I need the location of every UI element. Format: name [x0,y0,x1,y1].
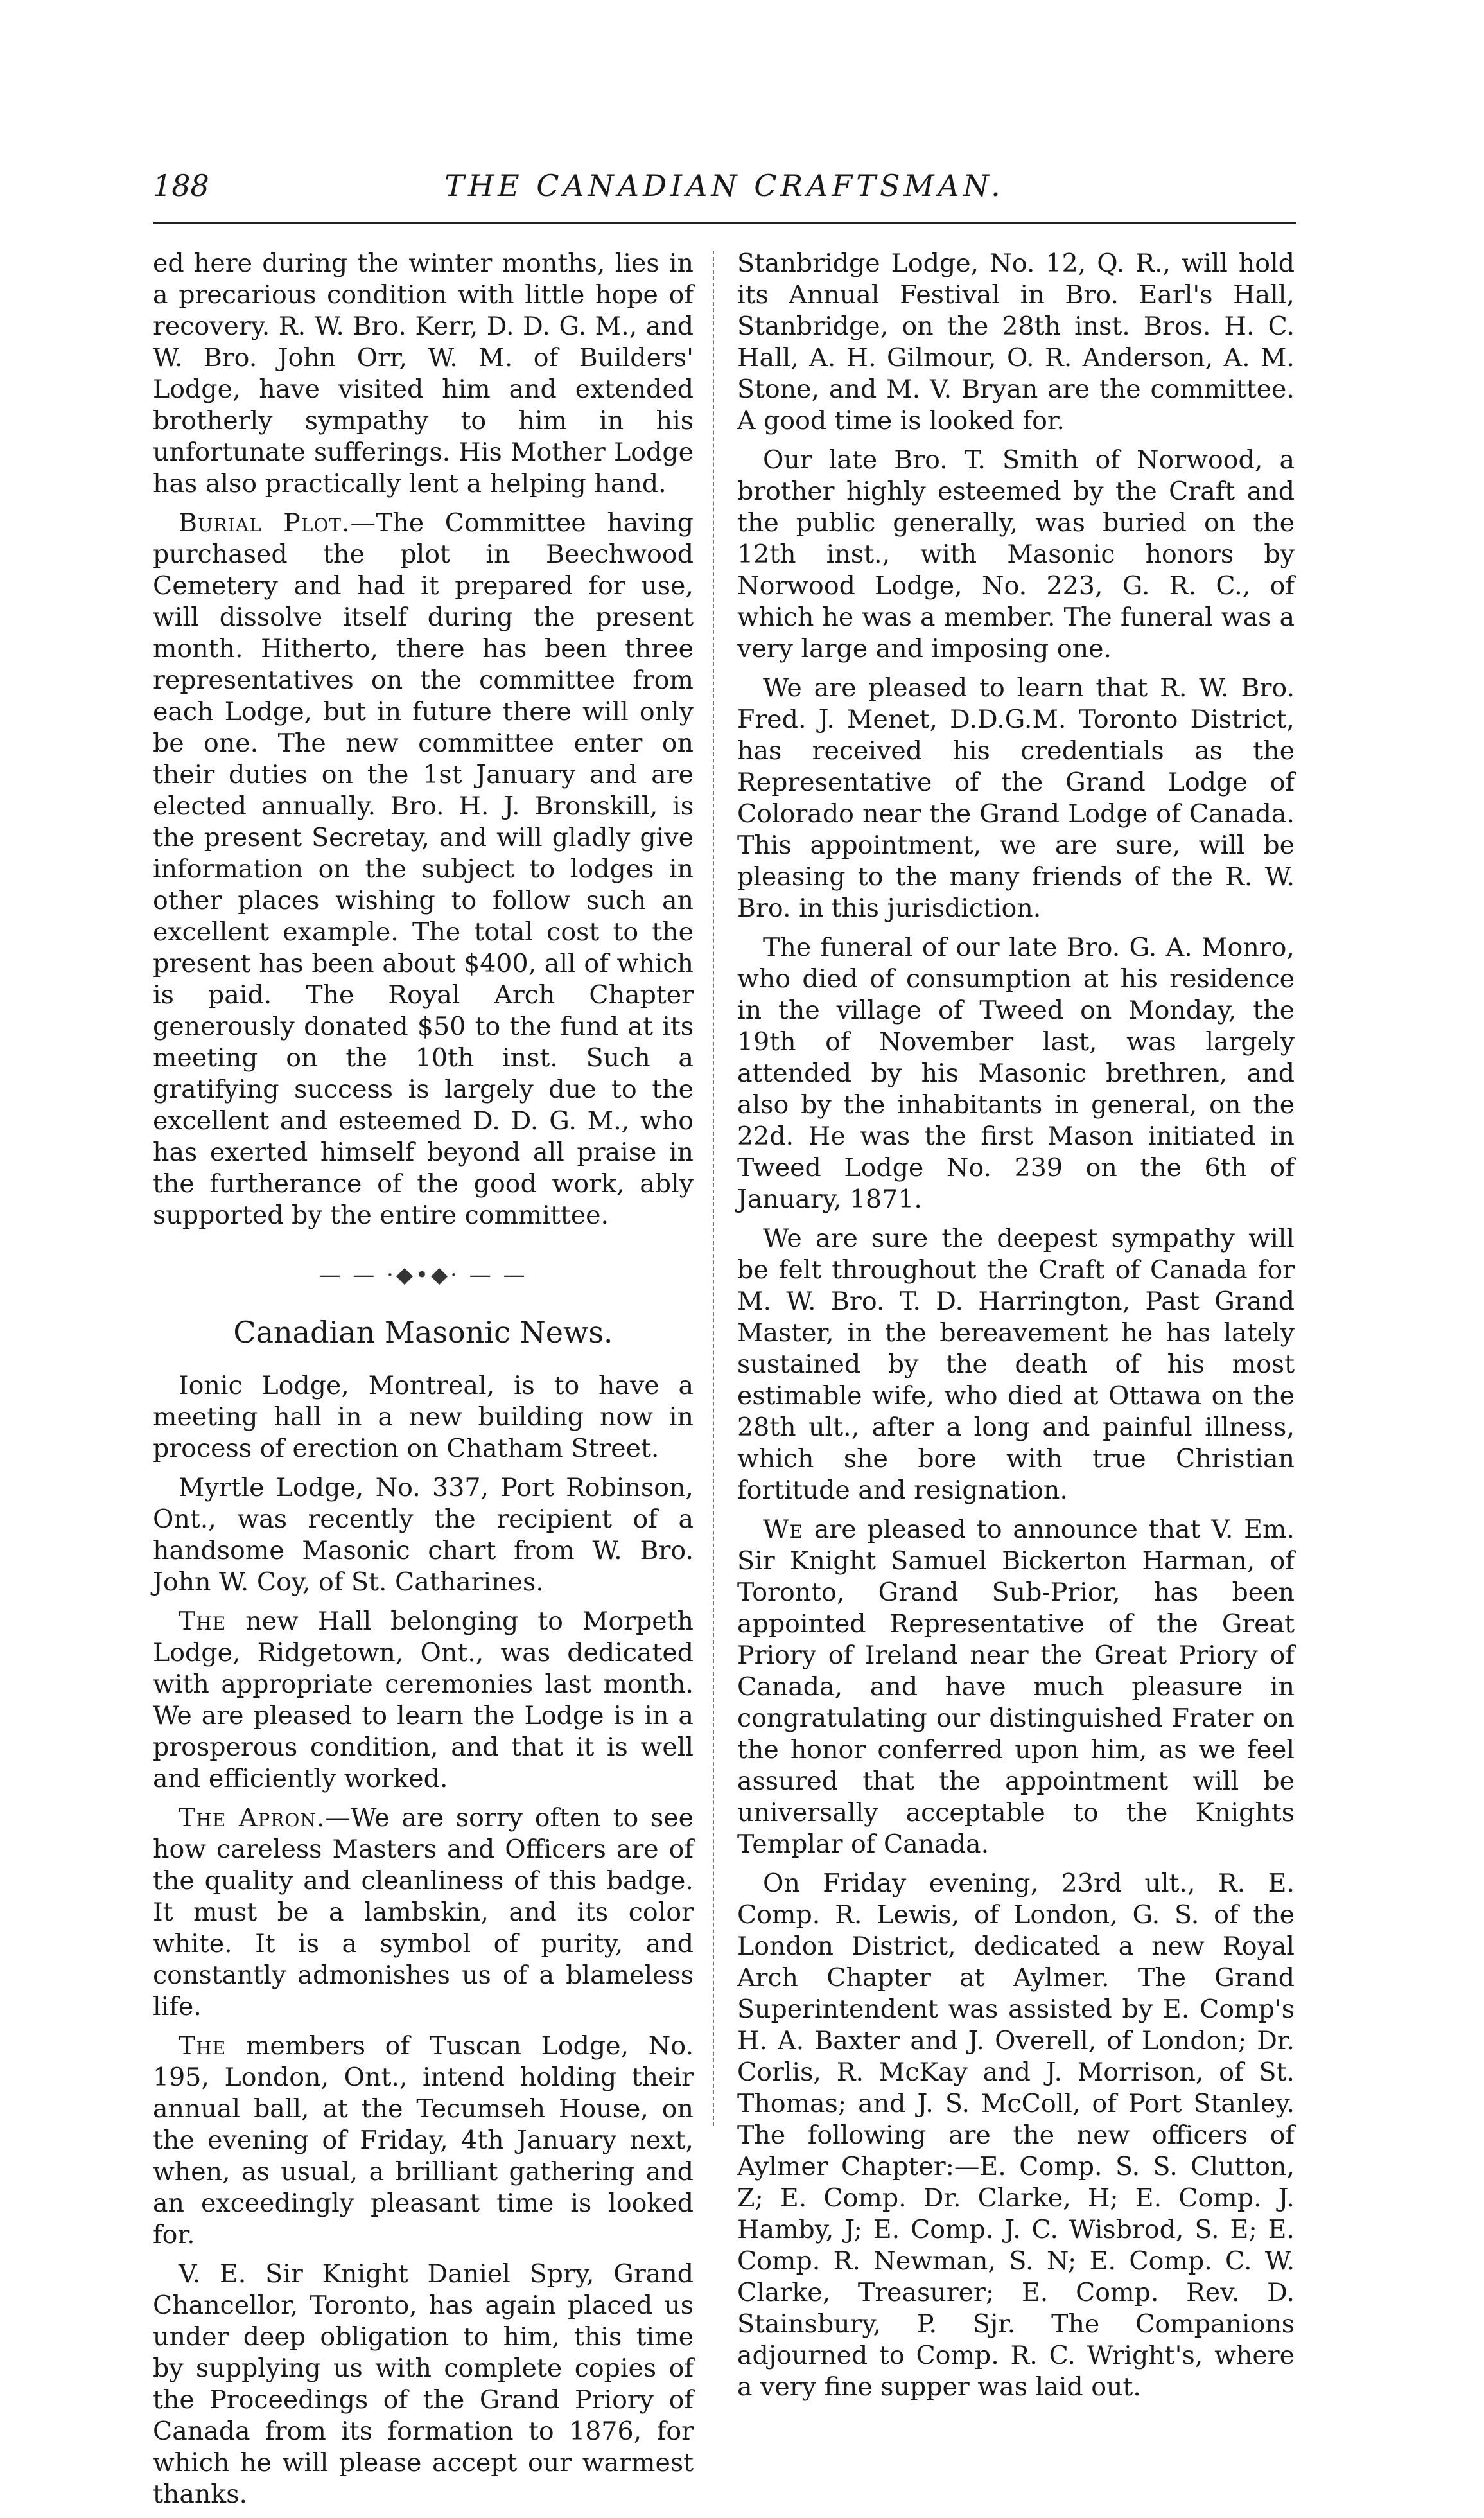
news-item [153,1802,694,2023]
section-ornament: — — ·◆•◆· — — [319,1262,528,1288]
paragraph-lead: Burial Plot. [179,508,351,538]
page-header [153,168,1296,213]
article-paragraph: ed here during the winter months, lies in a precarious condition with little hope of recovery. R. W. Bro. Kerr, D. D. G. M., and W. Bro. John Orr, W. M. of Builders' Lodge, have visited him and extended brotherly sympathy to him in his unfortunate sufferings. His Mother Lodge has also practically lent a helping hand. [153,249,694,498]
paragraph-text: —The Committee having purchased the plot in Beechwood Cemetery and had it prepared for use, will dissolve itself during the present month. Hitherto, there has been three representatives on the committee from each Lodge, but in future there will only be one. The new committee enter on their duties on the 1st January and are elected annually. Bro. H. J. Bronskill, is the present Secretay, and will gladly give information on the subject to lodges in other places wishing to follow such an excellent example. The total cost to the present has been about $400, all of which is paid. The Royal Arch Chapter generously donated $50 to the fund at its meeting on the 10th inst. Such a gratifying success is largely due to the excellent and esteemed D. D. G. M., who has exerted himself beyond all praise in the furtherance of the good work, ably supported by the entire committee. [153,508,694,1230]
news-item: Ionic Lodge, Montreal, is to have a meeting hall in a new building now in process of erection on Chatham Street. [153,1371,694,1463]
paragraph-text: are pleased to announce that V. Em. Sir Knight Samuel Bickerton Harman, of Toronto, Grand Sub-Prior, has been appointed Representative of the Great Priory of Ireland near the Great Priory of Canada, and have much pleasure in congratulating our distinguished Frater on the honor conferred upon him, as we feel assured that the appointment will be universally acceptable to the Knights Templar of Canada. [737,1515,1295,1859]
news-item: V. E. Sir Knight Daniel Spry, Grand Chancellor, Toronto, has again placed us under deep obligation to him, this time by supplying us with complete copies of the Proceedings of the Grand Priory of Canada from its formation to 1876, for which he will please accept our warmest thanks. [153,2259,694,2509]
column-divider [713,251,714,2126]
news-item: Stanbridge Lodge, No. 12, Q. R., will hold its Annual Festival in Bro. Earl's Hall, Stanbridge, on the 28th inst. Bros. H. C. Hall, A. H. Gilmour, O. R. Anderson, A. M. Stone, and M. V. Bryan are the committee. A good time is looked for. [737,249,1295,436]
paragraph-text: —We are sorry often to see how careless Masters and Officers are of the quality and cleanliness of this badge. It must be a lambskin, and its color white. It is a symbol of purity, and constantly admonishes us of a blameless life. [153,1803,694,2021]
left-column [153,248,694,2518]
paragraph-text: members of Tuscan Lodge, No. 195, London, Ont., intend holding their annual ball, at the Tecumseh House, on the evening of Friday, 4th January next, when, as usual, a brilliant gathering and an exceedingly pleasant time is looked for. [153,2031,694,2249]
news-item [737,1514,1295,1860]
paragraph-text: new Hall belonging to Morpeth Lodge, Ridgetown, Ont., was dedicated with appropriate ceremonies last month. We are pleased to learn the Lodge is in a prosperous condition, and that it is well and efficiently worked. [153,1607,694,1793]
news-item [153,2030,694,2251]
paragraph-lead: The [179,1607,227,1636]
article-paragraph [153,507,694,1231]
news-item: Myrtle Lodge, No. 337, Port Robinson, Ont., was recently the recipient of a handsome Masonic chart from W. Bro. John W. Coy, of St. Catharines. [153,1473,694,1597]
news-item [153,1606,694,1795]
right-column [737,248,1295,2411]
paragraph-lead: The Apron. [179,1803,326,1833]
running-title: THE CANADIAN CRAFTSMAN. [444,168,1004,203]
paragraph-lead: We [763,1515,804,1544]
paragraph-lead: The [179,2031,227,2061]
news-item: We are pleased to learn that R. W. Bro. Fred. J. Menet, D.D.G.M. Toronto District, has received his credentials as the Representative of the Grand Lodge of Colorado near the Grand Lodge of Canada. This appointment, we are sure, will be pleasing to the many friends of the R. W. Bro. in this jurisdiction. [737,673,1295,923]
page-number: 188 [153,168,209,203]
header-rule [153,222,1296,224]
news-item: On Friday evening, 23rd ult., R. E. Comp. R. Lewis, of London, G. S. of the London District, dedicated a new Royal Arch Chapter at Aylmer. The Grand Superintendent was assisted by E. Comp's H. A. Baxter and J. Overell, of London; Dr. Corlis, R. McKay and J. Morrison, of St. Thomas; and J. S. McColl, of Port Stanley. The following are the new officers of Aylmer Chapter:—E. Comp. S. S. Clutton, Z; E. Comp. Dr. Clarke, H; E. Comp. J. Hamby, J; E. Comp. J. C. Wisbrod, S. E; E. Comp. R. Newman, S. N; E. Comp. C. W. Clarke, Treasurer; E. Comp. Rev. D. Stainsbury, P. Sjr. The Companions adjourned to Comp. R. C. Wright's, where a very fine supper was laid out. [737,1869,1295,2402]
news-item: We are sure the deepest sympathy will be felt throughout the Craft of Canada for M. W. Bro. T. D. Harrington, Past Grand Master, in the bereavement he has lately sustained by the death of his most estimable wife, who died at Ottawa on the 28th ult., after a long and painful illness, which she bore with true Christian fortitude and resignation. [737,1224,1295,1505]
news-item: The funeral of our late Bro. G. A. Monro, who died of consumption at his residence in the village of Tweed on Monday, the 19th of November last, was largely attended by his Masonic brethren, and also by the inhabitants in general, on the 22d. He was the first Mason initiated in Tweed Lodge No. 239 on the 6th of January, 1871. [737,933,1295,1214]
news-item: Our late Bro. T. Smith of Norwood, a brother highly esteemed by the Craft and the public generally, was buried on the 12th inst., with Masonic honors by Norwood Lodge, No. 223, G. R. C., of which he was a member. The funeral was a very large and imposing one. [737,445,1295,664]
section-heading: Canadian Masonic News. [233,1315,613,1350]
